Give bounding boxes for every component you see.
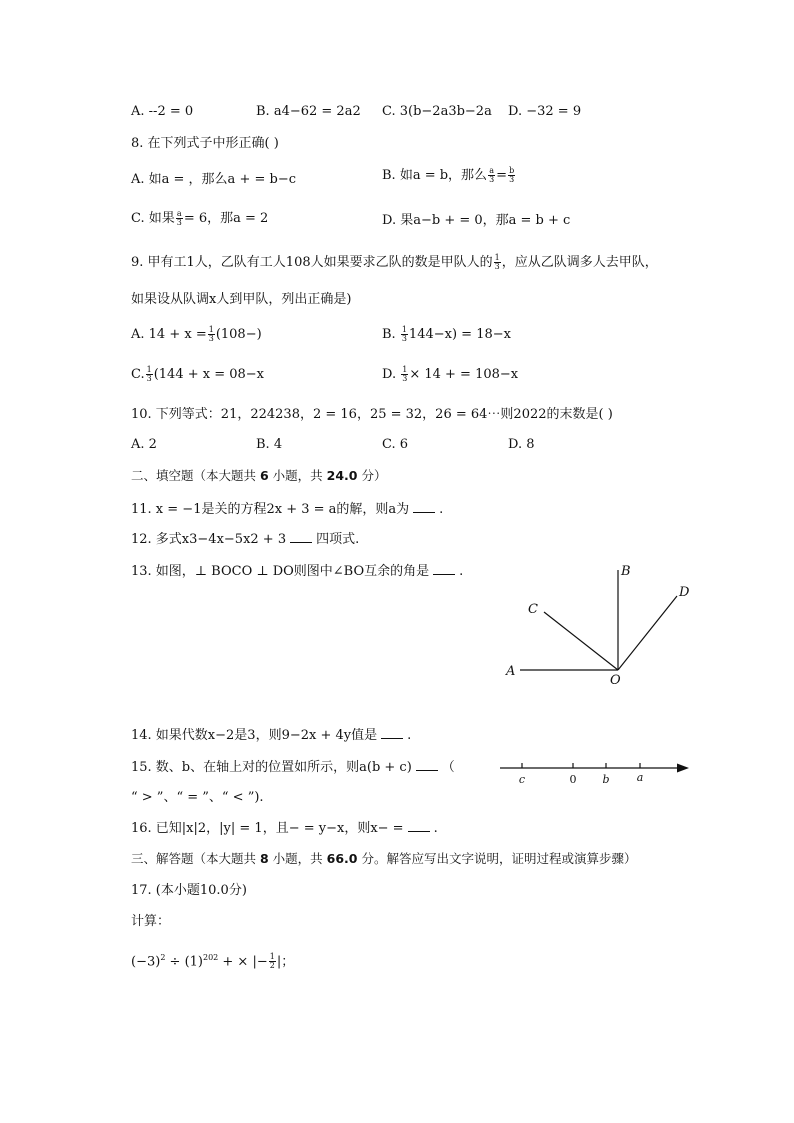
answer-blank: [408, 819, 430, 832]
q9-frac: $\frac{1}{3}$: [494, 253, 500, 271]
q7-option-d: D. −32 = 9: [508, 104, 582, 119]
answer-blank: [381, 726, 403, 739]
tick-label-a: a: [636, 771, 644, 784]
q8-option-c: C. 如果 $\frac{a}{3}$ = 6，那a = 2: [131, 209, 269, 227]
q10-option-b: B. 4: [256, 437, 283, 452]
q8-b-frac-1: $\frac{a}{3}$: [489, 166, 495, 184]
q12: 12. 多式x3−4x−5x2 + 3 四项式.: [131, 532, 360, 547]
q7-option-b: B. a4−62 = 2a2: [256, 104, 361, 119]
ray-od: [618, 596, 677, 670]
answer-blank: [413, 500, 435, 513]
q8-b-frac-2: $\frac{b}{3}$: [509, 166, 515, 184]
q8-option-b: B. 如a = b，那么 $\frac{a}{3}$ = $\frac{b}{3}$: [382, 166, 515, 184]
axis-arrow: [677, 764, 689, 773]
q8-stem: 8. 在下列式子中形正确( ): [131, 136, 279, 151]
q10-option-a: A. 2: [131, 437, 157, 452]
label-d: D: [679, 585, 690, 600]
q13-angle-figure: [500, 560, 700, 690]
q15-line-1: 15. 数、b、在轴上对的位置如所示，则a(b + c) （: [131, 760, 455, 775]
q10-option-c: C. 6: [382, 437, 409, 452]
tick-label-0: 0: [569, 773, 577, 786]
q8-option-d: D. 果a−b + = 0，那a = b + c: [382, 213, 571, 228]
answer-blank: [290, 530, 312, 543]
q11: 11. x = −1是关的方程2x + 3 = a的解，则a为 .: [131, 502, 444, 517]
q13: 13. 如图，⊥ BOCO ⊥ DO则图中∠BO互余的角是 .: [131, 564, 464, 579]
q10-stem: 10. 下列等式：21，224238，2 = 16，25 = 32，26 = 64⋯则2022的末数是( ): [131, 407, 613, 422]
label-b: B: [621, 564, 631, 579]
q17-instruction: 计算：: [131, 914, 171, 929]
q17-expression: $(-3)^2 \div (1)^{202}$ + × |− $\frac{1}{2}$ |；: [131, 952, 295, 971]
q14: 14. 如果代数x−2是3，则9−2x + 4y值是 .: [131, 728, 412, 743]
answer-blank: [433, 562, 455, 575]
q16: 16. 已知|x|2，|y| = 1，且− = y−x，则x− = .: [131, 821, 438, 836]
q10-option-d: D. 8: [508, 437, 535, 452]
q9-option-b: B. $\frac{1}{3}$ 144−x) = 18−x: [382, 325, 511, 343]
q9-option-c: C. $\frac{1}{3}$ (144 + x = 08−x: [131, 365, 265, 383]
section-2-heading: 二、填空题（本大题共 6 小题，共 24.0 分）: [131, 468, 387, 483]
q9-option-a: A. 14 + x = $\frac{1}{3}$ (108−): [131, 325, 262, 343]
tick-label-c: c: [518, 773, 526, 786]
q8-c-frac: $\frac{a}{3}$: [176, 209, 182, 227]
tick-label-b: b: [602, 773, 610, 786]
q7-option-a: A. --2 = 0: [131, 104, 194, 119]
label-c: C: [528, 602, 538, 617]
q9-line-2: 如果设从队调x人到甲队，列出正确是): [131, 292, 352, 307]
q7-option-c: C. 3(b−2a3b−2a: [382, 104, 492, 119]
q8-option-a: A. 如a = ，那么a + = b−c: [131, 172, 296, 187]
section-3-heading: 三、解答题（本大题共 8 小题，共 66.0 分。解答应写出文字说明，证明过程或演算步骤）: [131, 851, 637, 866]
q15-number-line: [495, 758, 695, 790]
q17-stem: 17. (本小题10.0分): [131, 883, 247, 898]
q15-line-2: “ > ”、“ = ”、“ < ”).: [131, 790, 264, 805]
q9-option-d: D. $\frac{1}{3}$ × 14 + = 108−x: [382, 365, 519, 383]
answer-blank: [416, 758, 438, 771]
ray-oc: [544, 612, 618, 670]
q9-line-1: 9. 甲有工1人，乙队有工人108人如果要求乙队的数是甲队人的 $\frac{1}{3}$ ，应从乙队调多人去甲队，: [131, 253, 658, 271]
label-a: A: [506, 664, 516, 679]
label-o: O: [610, 673, 621, 688]
